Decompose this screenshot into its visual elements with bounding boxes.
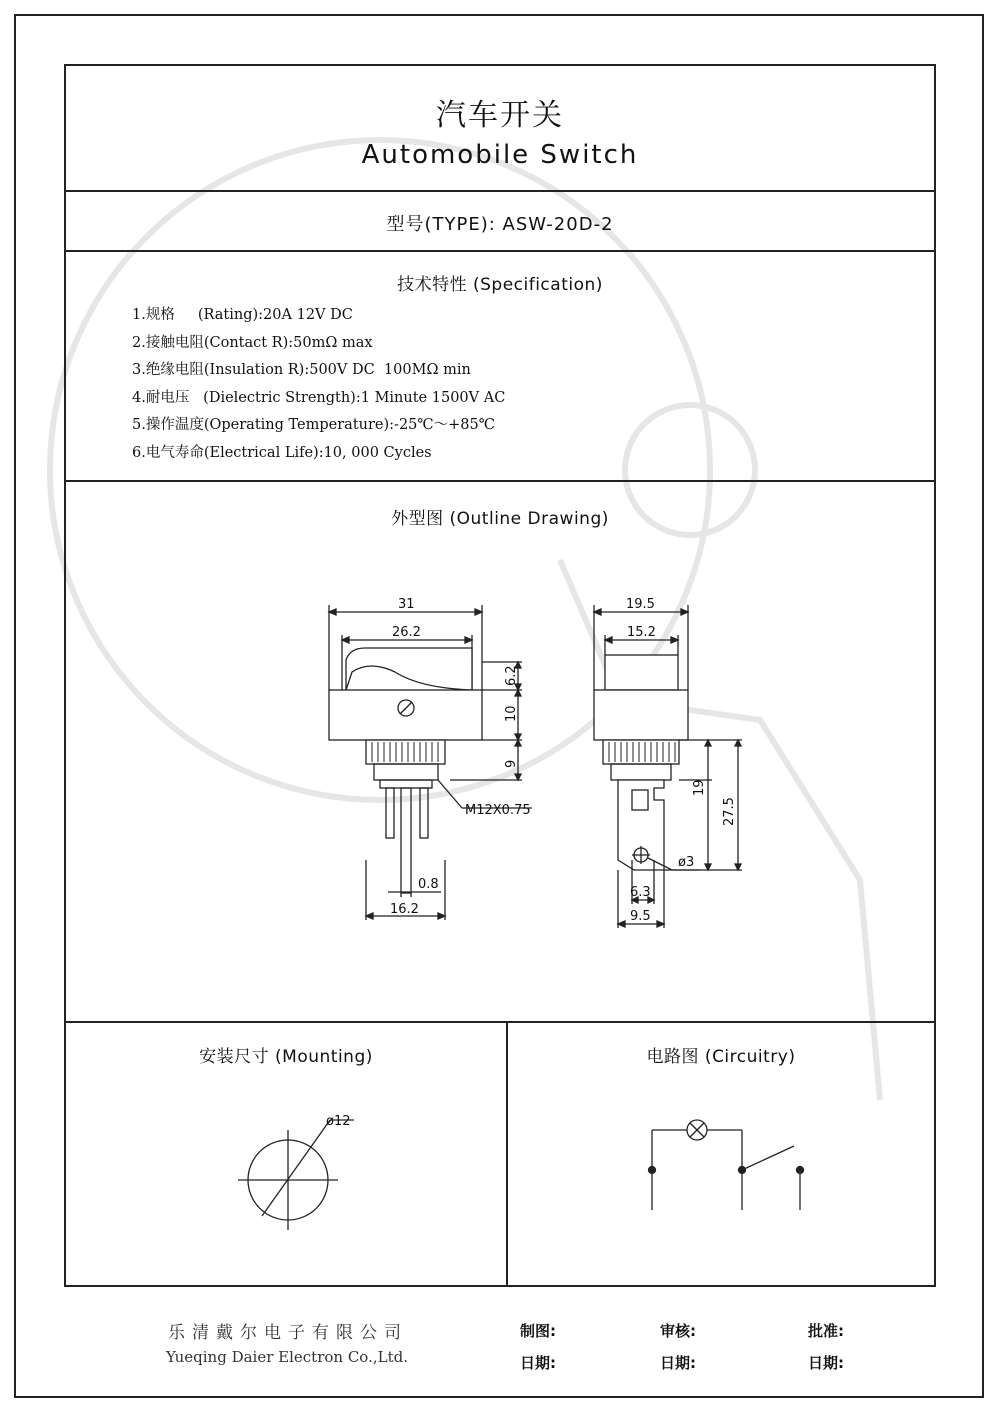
dim-label: 6.3 — [630, 885, 651, 900]
dim-label: 26.2 — [392, 625, 421, 640]
dim-label: 31 — [398, 597, 415, 612]
dim-label: 9.5 — [630, 909, 651, 924]
circuit-diagram — [649, 1120, 804, 1210]
spec-item: 2.接触电阻(Contact R):50mΩ max — [132, 334, 373, 351]
company-name-en: Yueqing Daier Electron Co.,Ltd. — [166, 1348, 408, 1366]
circuitry-title: 电路图 (Circuitry) — [646, 1047, 796, 1067]
dim-label: 19.5 — [626, 597, 655, 612]
side-view — [329, 605, 532, 920]
date-label: 日期: — [520, 1354, 556, 1372]
mount-diameter-label: ø12 — [326, 1114, 351, 1129]
mounting-title: 安装尺寸 (Mounting) — [199, 1047, 373, 1067]
spec-item: 3.绝缘电阻(Insulation R):500V DC 100MΩ min — [132, 362, 471, 378]
date-label: 日期: — [660, 1354, 696, 1372]
drawn-by-label: 制图: — [520, 1322, 556, 1340]
dim-label: 19 — [692, 779, 707, 796]
title-chinese: 汽车开关 — [436, 98, 564, 133]
company-name-cn: 乐清戴尔电子有限公司 — [168, 1323, 408, 1343]
spec-item: 4.耐电压 (Dielectric Strength):1 Minute 1500V AC — [132, 389, 506, 406]
thread-label: M12X0.75 — [465, 803, 531, 818]
reviewed-by-label: 审核: — [660, 1322, 696, 1340]
mounting-drawing — [238, 1120, 354, 1230]
spec-item: 1.规格 (Rating):20A 12V DC — [132, 307, 353, 323]
spec-title: 技术特性 (Specification) — [397, 275, 603, 295]
dim-label: 6.2 — [504, 665, 519, 686]
dim-label: 27.5 — [722, 797, 737, 826]
dim-label: 0.8 — [418, 877, 439, 892]
dim-label: 10 — [504, 705, 519, 722]
outline-title: 外型图 (Outline Drawing) — [391, 509, 609, 529]
approved-by-label: 批准: — [808, 1322, 844, 1340]
spec-item: 6.电气寿命(Electrical Life):10, 000 Cycles — [132, 444, 432, 461]
dim-label: 16.2 — [390, 902, 419, 917]
date-label: 日期: — [808, 1354, 844, 1372]
hole-label: ø3 — [678, 855, 695, 870]
dim-label: 15.2 — [627, 625, 656, 640]
title-english: Automobile Switch — [361, 140, 639, 170]
dim-label: 9 — [504, 759, 519, 768]
title-block-footer — [0, 1300, 1000, 1380]
spec-item: 5.操作温度(Operating Temperature):-25℃～+85℃ — [132, 417, 495, 433]
model-type: 型号(TYPE): ASW-20D-2 — [386, 214, 614, 235]
front-view — [594, 605, 742, 928]
